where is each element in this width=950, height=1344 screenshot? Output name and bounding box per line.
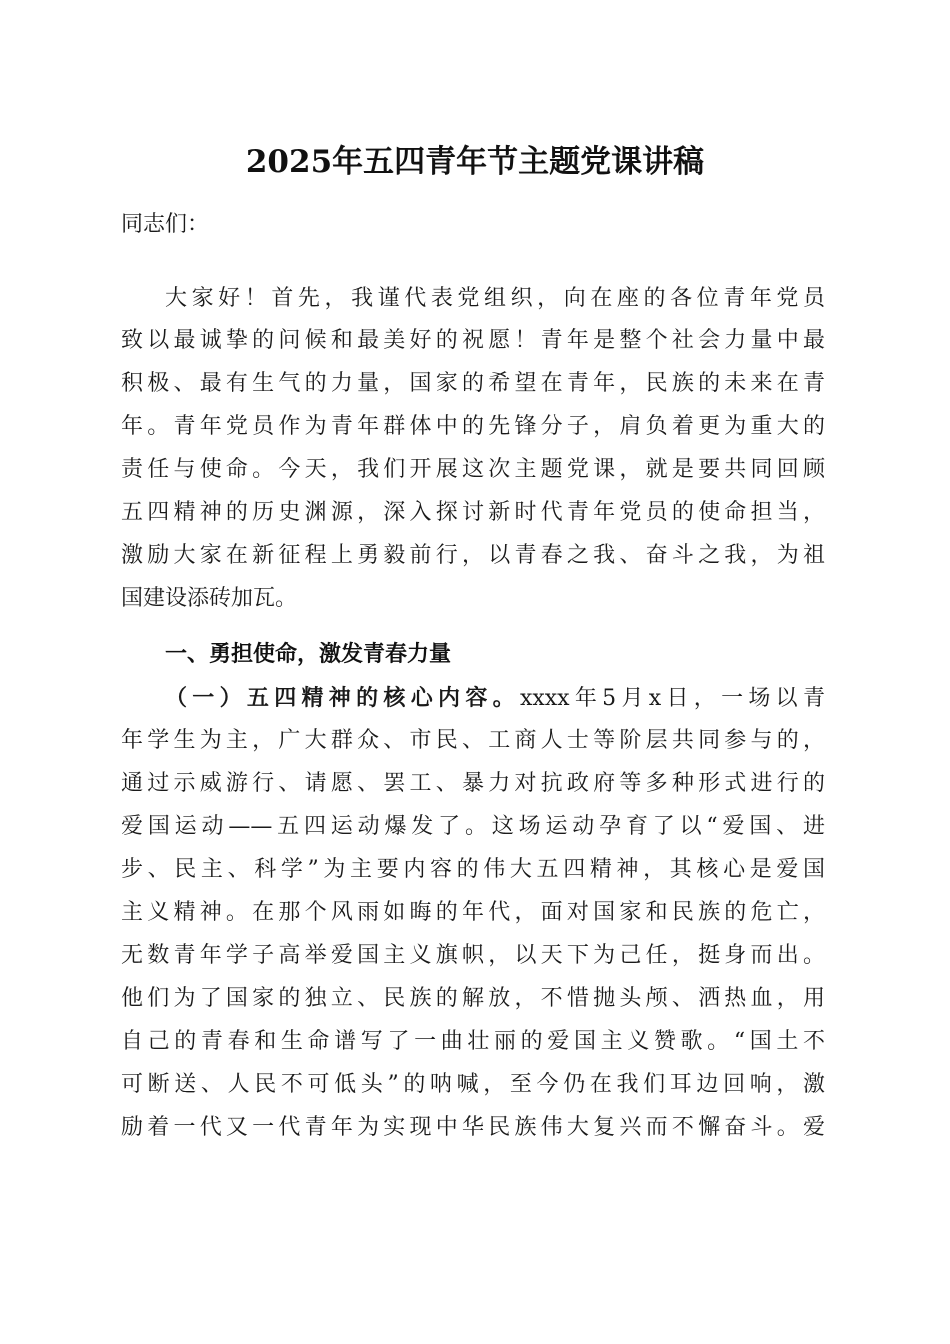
body-line: 励着一代又一代青年为实现中华民族伟大复兴而不懈奋斗。爱 (121, 1115, 825, 1140)
section-heading-1: 一、勇担使命，激发青春力量 (165, 642, 452, 667)
intro-line: 激励大家在新征程上勇毅前行，以青春之我、奋斗之我，为祖 (121, 543, 825, 568)
subsection-first-line-text: xxxx年5月x日，一场以青 (519, 686, 825, 711)
body-line: 步、民主、科学”为主要内容的伟大五四精神，其核心是爱国 (121, 857, 825, 882)
intro-line: 责任与使命。今天，我们开展这次主题党课，就是要共同回顾 (121, 457, 825, 482)
body-line: 自己的青春和生命谱写了一曲壮丽的爱国主义赞歌。“国土不 (121, 1029, 825, 1054)
intro-line: 五四精神的历史渊源，深入探讨新时代青年党员的使命担当， (121, 500, 825, 525)
document-title: 2025年五四青年节主题党课讲稿 (245, 144, 705, 180)
body-line: 无数青年学子高举爱国主义旗帜，以天下为己任，挺身而出。 (121, 943, 825, 968)
intro-line: 年。青年党员作为青年群体中的先锋分子，肩负着更为重大的 (121, 414, 825, 439)
intro-line: 国建设添砖加瓦。 (121, 586, 298, 611)
greeting: 同志们： (121, 212, 210, 237)
body-line: 年学生为主，广大群众、市民、工商人士等阶层共同参与的， (121, 728, 825, 753)
intro-line: 积极、最有生气的力量，国家的希望在青年，民族的未来在青 (121, 371, 825, 396)
body-line: 他们为了国家的独立、民族的解放，不惜抛头颅、洒热血，用 (121, 986, 825, 1011)
subsection-label: （一）五四精神的核心内容。 (165, 685, 520, 711)
intro-line: 致以最诚挚的问候和最美好的祝愿！青年是整个社会力量中最 (121, 328, 825, 353)
body-line: 通过示威游行、请愿、罢工、暴力对抗政府等多种形式进行的 (121, 771, 825, 796)
body-line: 可断送、人民不可低头”的呐喊，至今仍在我们耳边回响，激 (121, 1072, 825, 1097)
subsection-first-line (165, 683, 825, 714)
intro-line: 大家好！首先，我谨代表党组织，向在座的各位青年党员 (165, 286, 825, 311)
body-line: 主义精神。在那个风雨如晦的年代，面对国家和民族的危亡， (121, 900, 825, 925)
body-line: 爱国运动——五四运动爆发了。这场运动孕育了以“爱国、进 (121, 814, 825, 839)
